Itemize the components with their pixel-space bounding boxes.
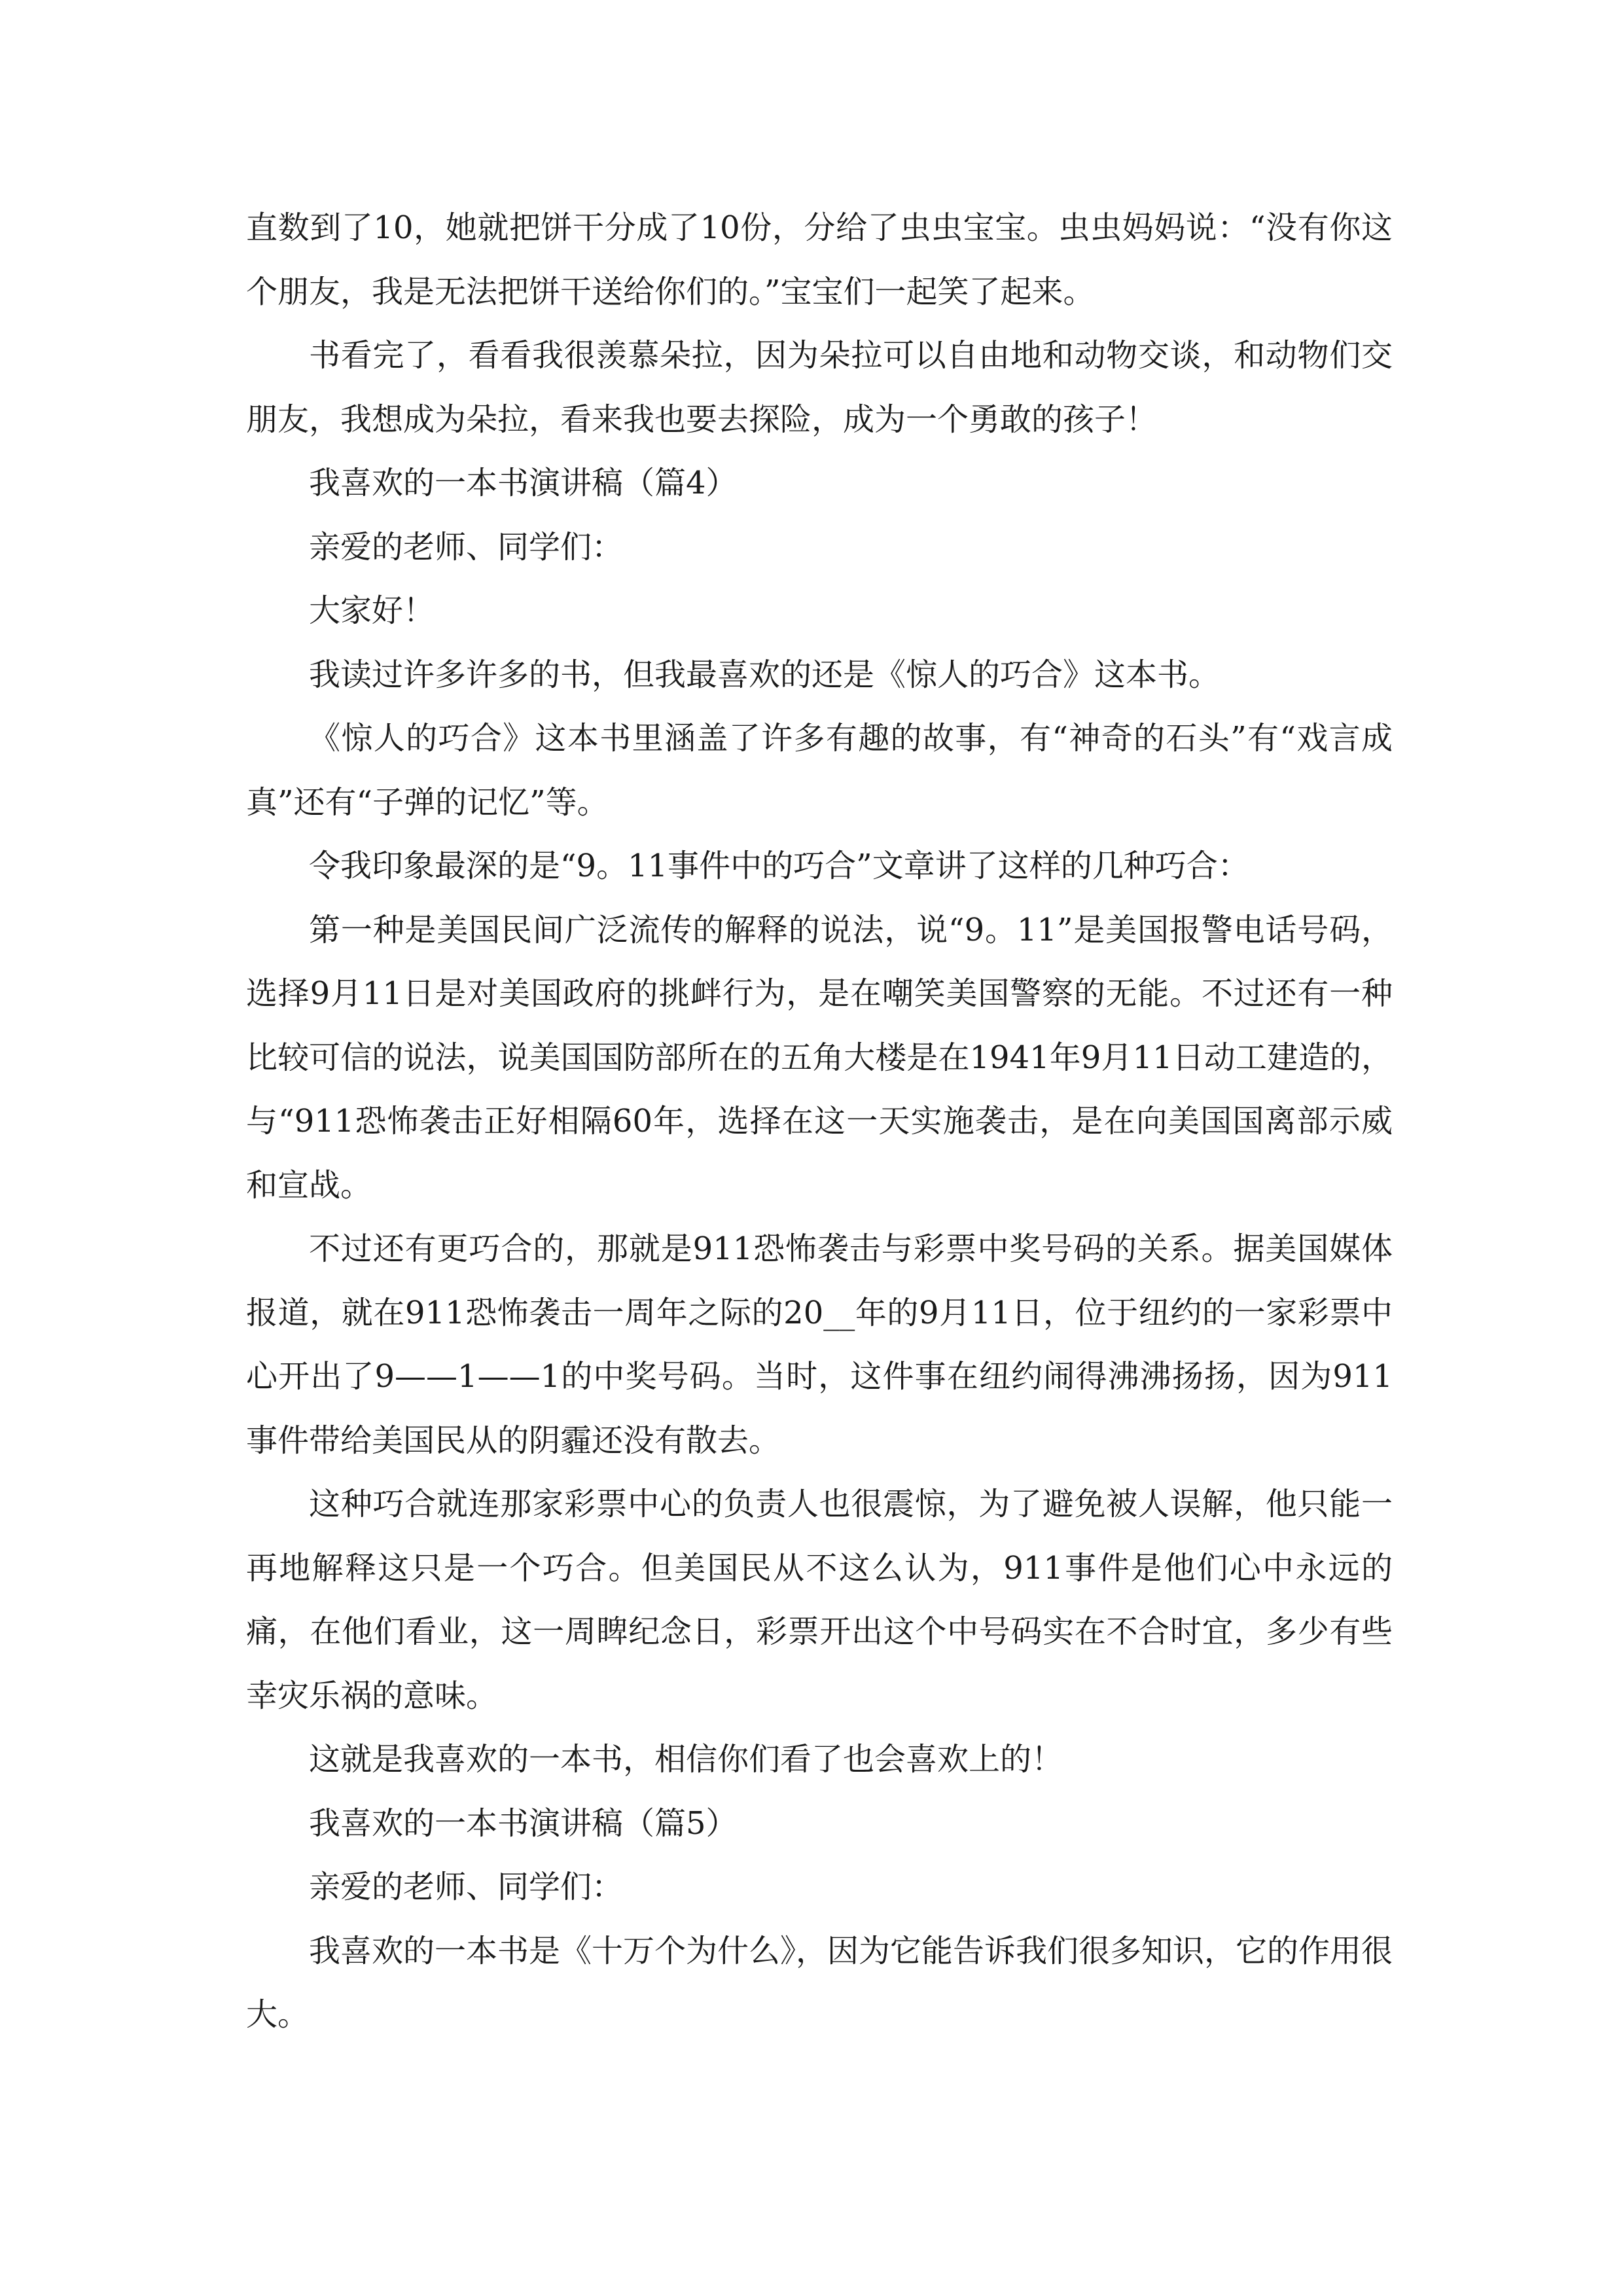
paragraph: 我喜欢的一本书是《十万个为什么》，因为它能告诉我们很多知识，它的作用很大。 xyxy=(246,1932,1393,2033)
paragraph: 书看完了，看看我很羡慕朵拉，因为朵拉可以自由地和动物交谈，和动物们交朋友，我想成为朵拉，看来我也要去探险，成为一个勇敢的孩子！ xyxy=(246,337,1393,438)
paragraph: 我读过许多许多的书，但我最喜欢的还是《惊人的巧合》这本书。 xyxy=(309,656,1221,693)
paragraph: 令我印象最深的是“9。11事件中的巧合”文章讲了这样的几种巧合： xyxy=(309,848,1249,884)
paragraph: 这就是我喜欢的一本书，相信你们看了也会喜欢上的！ xyxy=(309,1741,1063,1778)
salutation: 亲爱的老师、同学们： xyxy=(309,528,624,565)
salutation: 亲爱的老师、同学们： xyxy=(309,1869,624,1905)
section-heading: 我喜欢的一本书演讲稿（篇5） xyxy=(309,1804,738,1842)
paragraph: 这种巧合就连那家彩票中心的负责人也很震惊，为了避免被人误解，他只能一再地解释这只是一个巧合。但美国民从不这么认为，911事件是他们心中永远的痛，在他们看业，这一周睥纪念日，彩票开出这个中号码实在不合时宜，多少有些幸灾乐祸的意味。 xyxy=(246,1486,1393,1714)
paragraph: 第一种是美国民间广泛流传的解释的说法，说“9。11”是美国报警电话号码，选择9月11日是对美国政府的挑衅行为，是在嘲笑美国警察的无能。不过还有一种比较可信的说法，说美国国防部所在的五角大楼是在1941年9月11日动工建造的，与“911恐怖袭击正好相隔60年，选择在这一天实施袭击，是在向美国国离部示威和宣战。 xyxy=(246,911,1393,1204)
paragraph: 《惊人的巧合》这本书里涵盖了许多有趣的故事，有“神奇的石头”有“戏言成真”还有“子弹的记忆”等。 xyxy=(246,720,1393,821)
section-heading: 我喜欢的一本书演讲稿（篇4） xyxy=(309,465,738,501)
paragraph: 不过还有更巧合的，那就是911恐怖袭击与彩票中奖号码的关系。据美国媒体报道，就在911恐怖袭击一周年之际的20__年的9月11日，位于纽约的一家彩票中心开出了9——1——1的中奖号码。当时，这件事在纽约闹得沸沸扬扬，因为911事件带给美国民从的阴霾还没有散去。 xyxy=(246,1230,1393,1459)
greeting: 大家好！ xyxy=(309,592,435,629)
paragraph: 直数到了10，她就把饼干分成了10份，分给了虫虫宝宝。虫虫妈妈说：“没有你这个朋友，我是无法把饼干送给你们的。”宝宝们一起笑了起来。 xyxy=(246,209,1393,310)
document-body xyxy=(246,196,1393,2047)
